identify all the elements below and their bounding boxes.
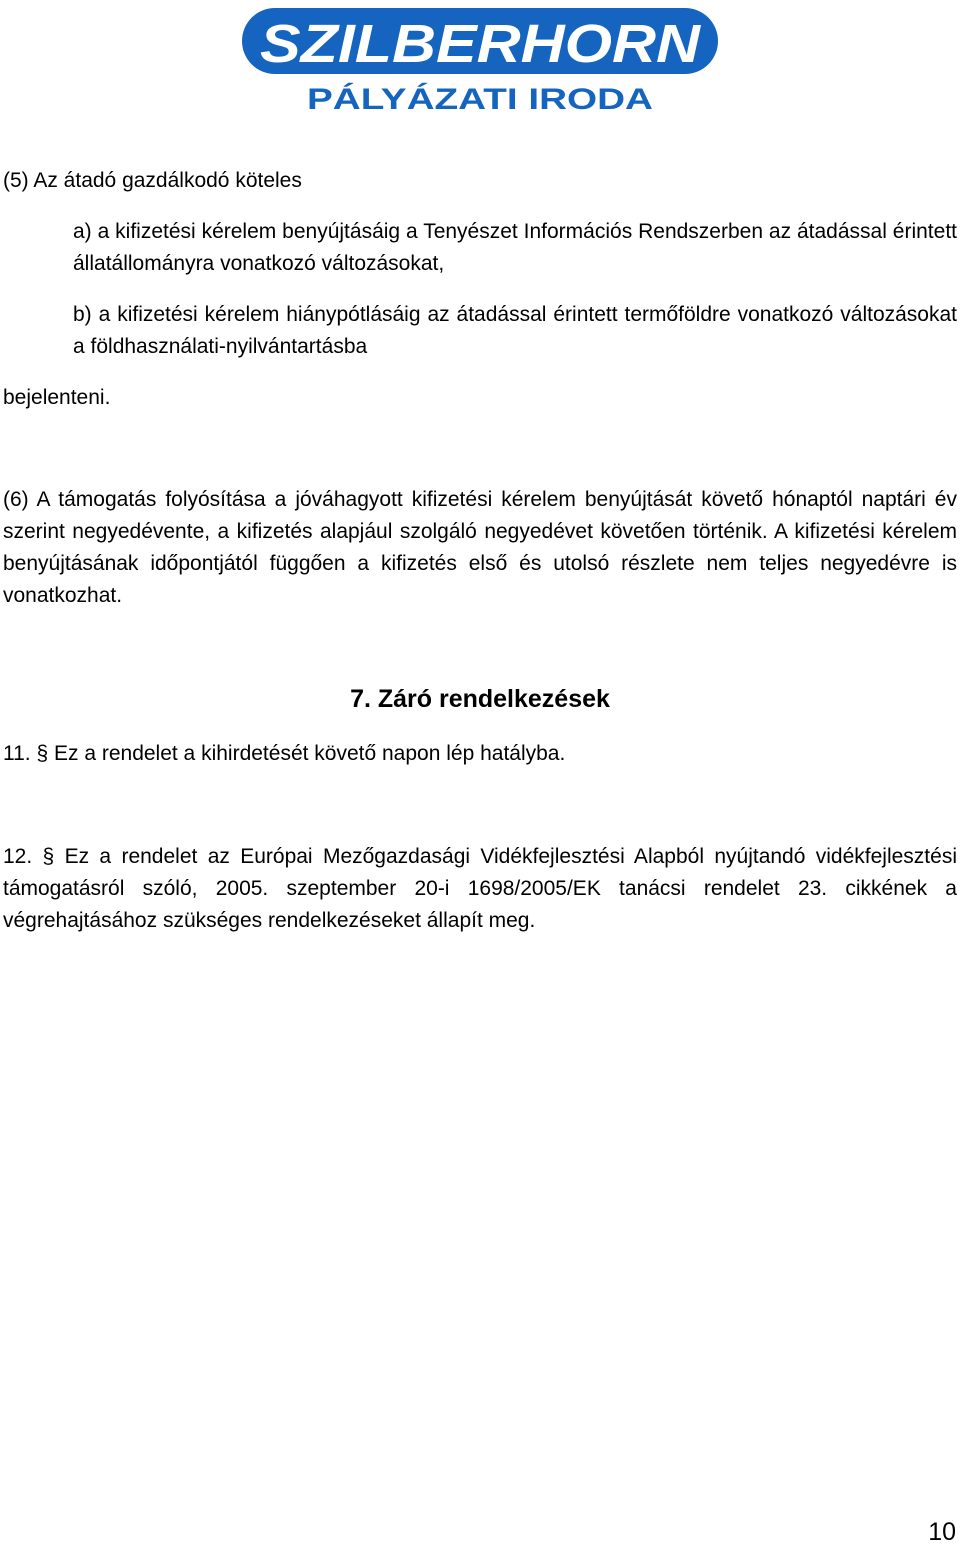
- section-11: 11. § Ez a rendelet a kihirdetését követő napon lép hatályba.: [3, 742, 566, 765]
- page-number: 10: [928, 1518, 956, 1546]
- szilberhorn-logo: [240, 6, 720, 114]
- paragraph-6: (6) A támogatás folyósítása a jóváhagyott kifizetési kérelem benyújtását követő hónaptól naptári év szerint negyedévente, a kifizetés alapjául szolgáló negyedévet követően történik. A kifizetési kérelem benyújtásának időpontjától függően a kifizetés első és utolsó részlete nem teljes negyedévre is vonatkozhat.: [3, 488, 957, 607]
- section-heading: 7. Záró rendelkezések: [350, 685, 610, 713]
- logo-main-text: SZILBERHORN: [260, 14, 702, 74]
- paragraph-5-end: bejelenteni.: [3, 386, 111, 409]
- section-12: 12. § Ez a rendelet az Európai Mezőgazdasági Vidékfejlesztési Alapból nyújtandó vidékfejlesztési támogatásról szóló, 2005. szeptember 20-i 1698/2005/EK tanácsi rendelet 23. cikkének a végrehajtásához szükséges rendelkezéseket állapít meg.: [3, 845, 957, 932]
- paragraph-5-intro: (5) Az átadó gazdálkodó köteles: [3, 169, 302, 192]
- paragraph-5-item-a: a) a kifizetési kérelem benyújtásáig a Tenyészet Információs Rendszerben az átadással érintett állatállományra vonatkozó változásokat,: [73, 220, 957, 275]
- logo-sub-text: PÁLYÁZATI IRODA: [307, 83, 576, 114]
- paragraph-5-item-b: b) a kifizetési kérelem hiánypótlásáig az átadással érintett termőföldre vonatkozó változásokat a földhasználati-nyilvántartásba: [73, 303, 957, 358]
